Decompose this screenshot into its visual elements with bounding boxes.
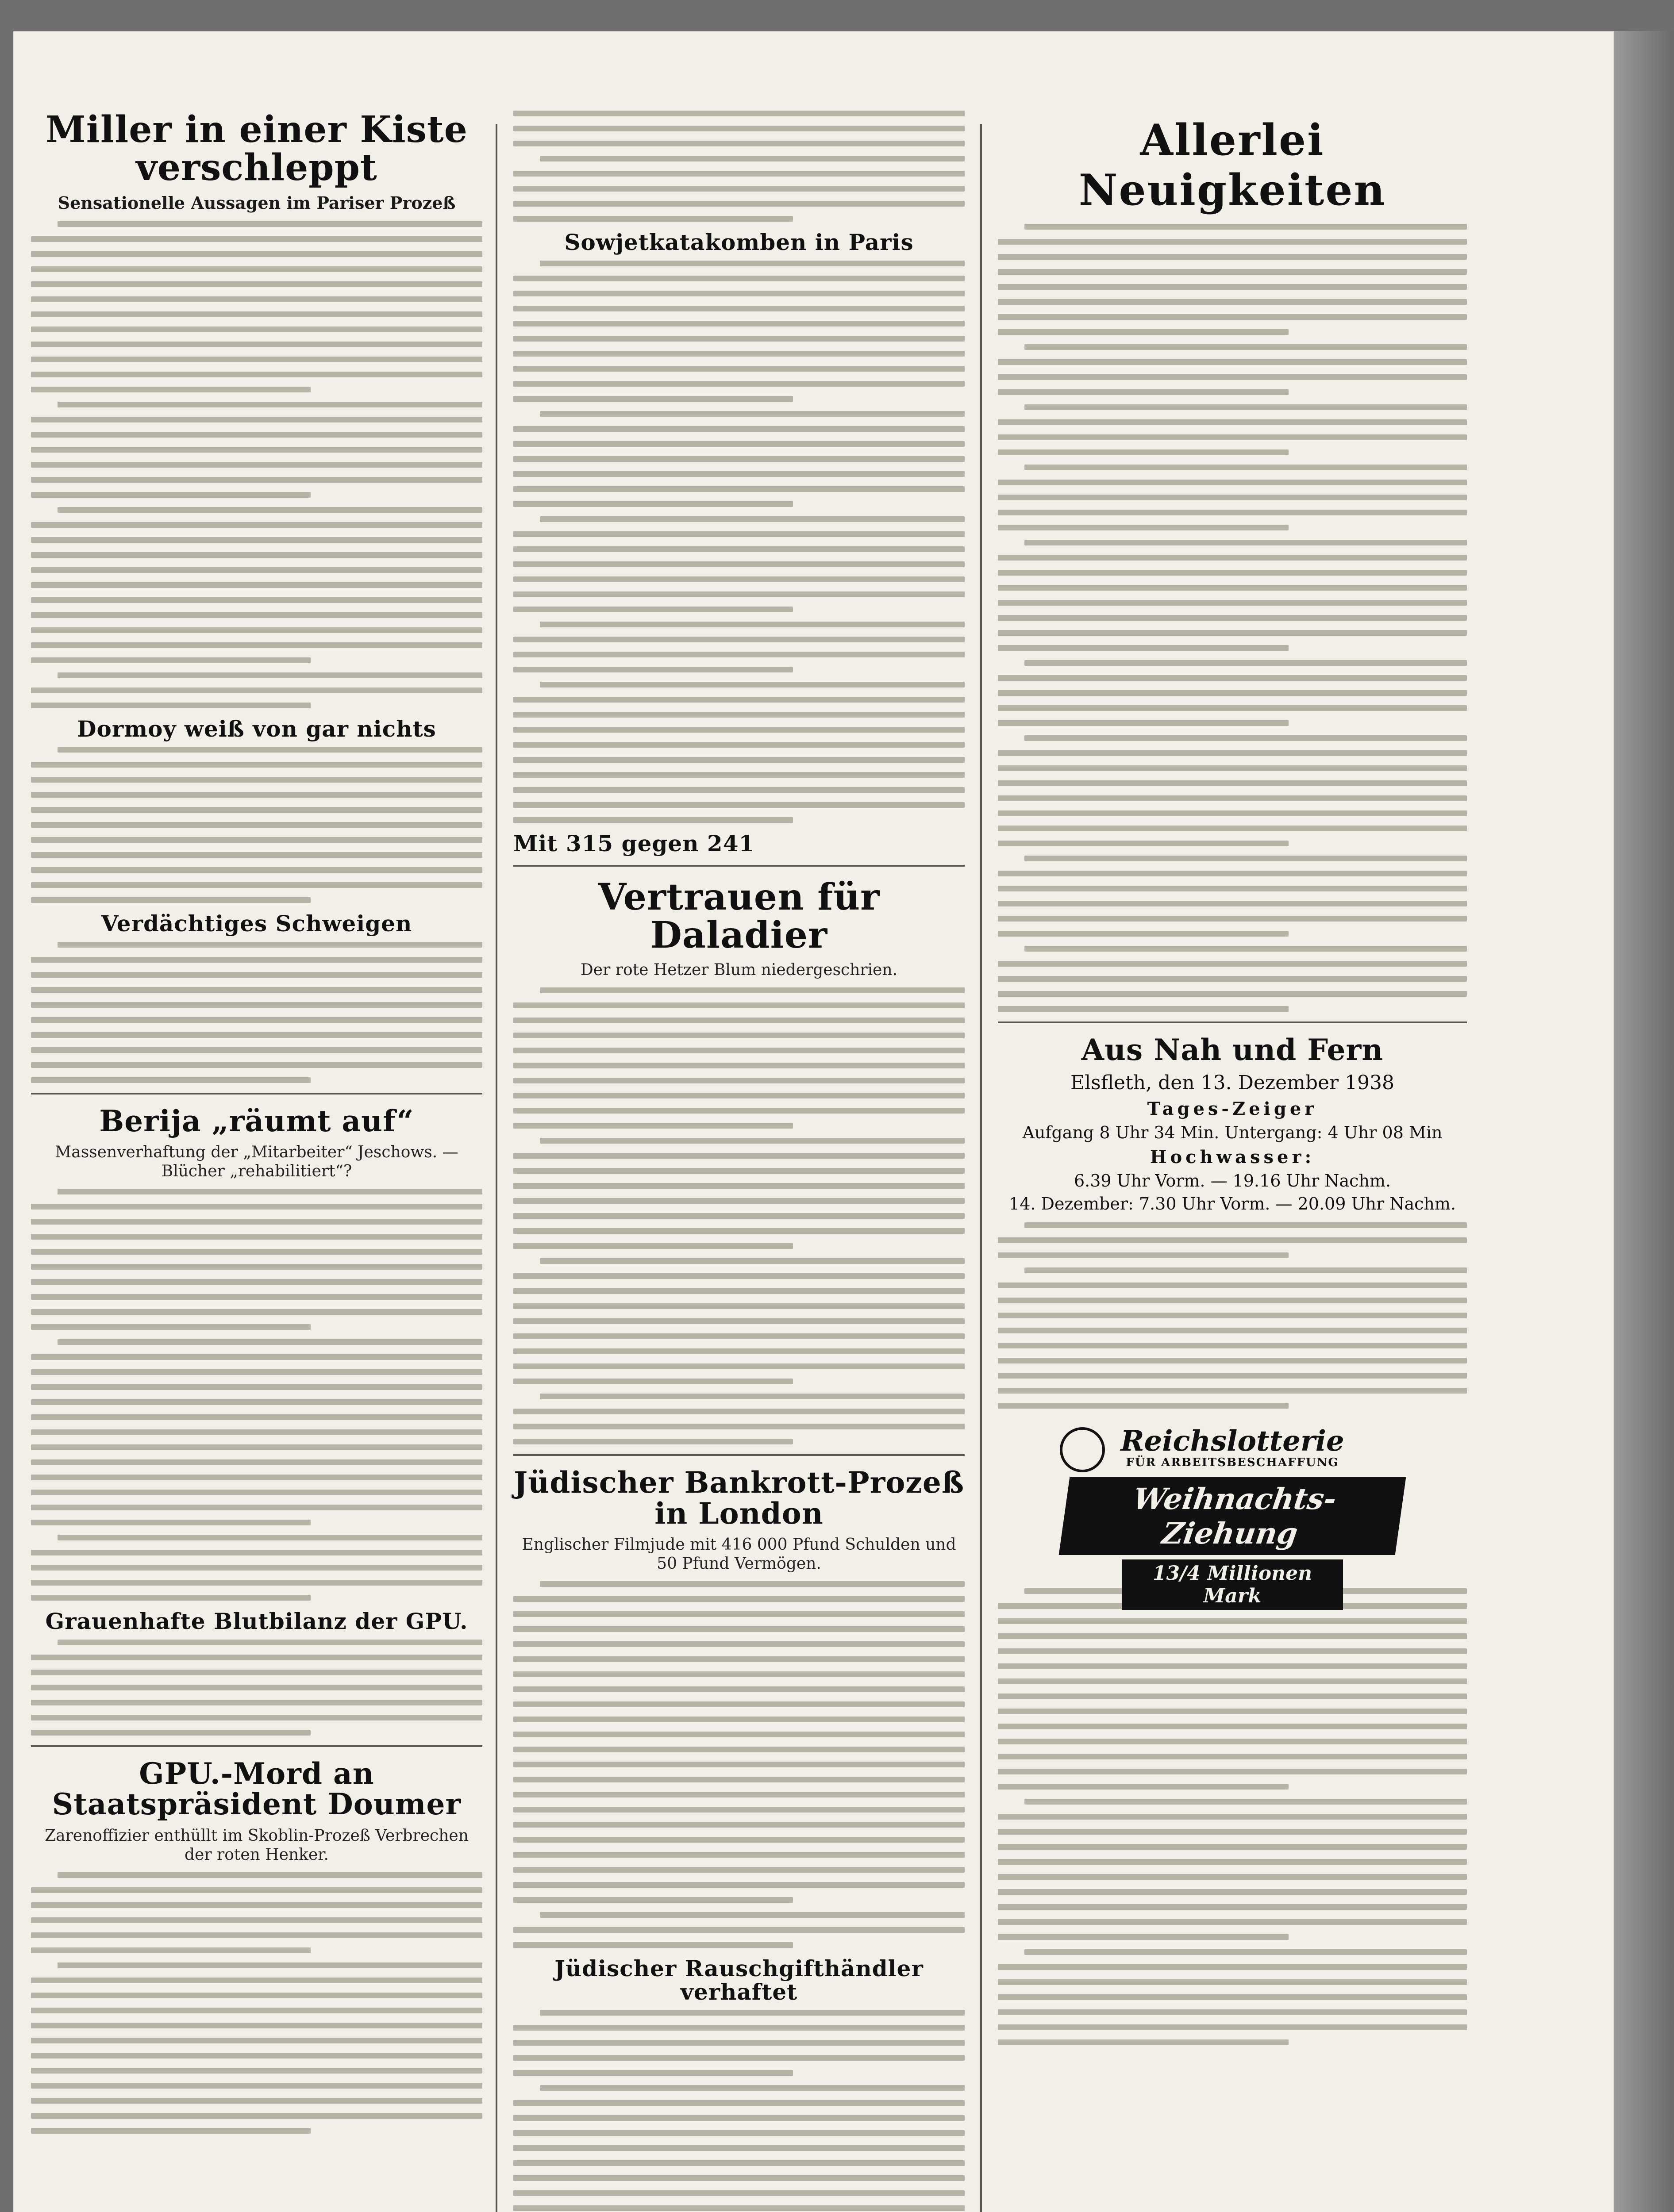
left-column (31, 108, 482, 2143)
article-text-block (513, 111, 965, 222)
article-text-block (513, 2010, 965, 2212)
lottery-emblem-icon (1060, 1427, 1105, 1472)
article-text-block (31, 747, 482, 903)
headline-aus-nah-und-fern: Aus Nah und Fern (1081, 1033, 1384, 1067)
section-divider (513, 1454, 965, 1456)
hochwasser-label: Hochwasser: (1150, 1147, 1315, 1168)
dateline: Elsfleth, den 13. Dezember 1938 (1070, 1071, 1395, 1094)
reichslotterie-ad (1064, 1425, 1401, 1608)
section-divider (513, 865, 965, 867)
column-rule-left (496, 124, 497, 2212)
local-news-block (998, 1222, 1467, 1409)
subhead-pariser-prozess: Sensationelle Aussagen im Pariser Prozeß (58, 193, 456, 213)
tages-zeiger-label: Tages-Zeiger (1147, 1098, 1318, 1120)
local-news-block (998, 1588, 1467, 2045)
hochwasser-tomorrow: 14. Dezember: 7.30 Uhr Vorm. — 20.09 Uhr Nachm. (1009, 1194, 1456, 1214)
section-divider (998, 1022, 1467, 1023)
column-rule-right (980, 124, 982, 2212)
ad-sub: 13/4 Millionen Mark (1122, 1559, 1343, 1610)
section-divider (31, 1745, 482, 1747)
vote-line: Mit 315 gegen 241 (513, 830, 755, 856)
headline-doumer: GPU.-Mord an Staatspräsident Doumer (52, 1756, 462, 1822)
newspaper-page (13, 31, 1614, 2212)
headline-daladier: Vertrauen für Daladier (598, 876, 880, 957)
dek-doumer: Zarenoffizier enthüllt im Skoblin-Prozeß Verbrechen der roten Henker. (45, 1826, 469, 1864)
right-column (998, 111, 1467, 2055)
article-text-block (513, 1581, 965, 1948)
article-text-block (31, 942, 482, 1083)
headline-bankrott-prozess: Jüdischer Bankrott-Prozeß in London (514, 1465, 964, 1531)
headline-blutbilanz: Grauenhafte Blutbilanz der GPU. (45, 1608, 468, 1635)
ad-title: Reichslotterie (1120, 1425, 1344, 1458)
news-briefs-block (998, 224, 1467, 1012)
article-text-block (31, 1872, 482, 2134)
section-title-neuigkeiten: Allerlei Neuigkeiten (1078, 115, 1386, 215)
section-divider (31, 1093, 482, 1094)
headline-verdaechtiges-schweigen: Verdächtiges Schweigen (101, 910, 412, 937)
headline-dormoy: Dormoy weiß von gar nichts (77, 715, 436, 742)
dek-berija: Massenverhaftung der „Mitarbeiter“ Jeschows. — Blücher „rehabilitiert“? (55, 1143, 458, 1181)
ad-main: Weihnachts-Ziehung (1059, 1477, 1406, 1555)
ad-tagline: FÜR ARBEITSBESCHAFFUNG (1126, 1456, 1339, 1470)
middle-column (513, 111, 965, 2212)
binding-edge (1614, 31, 1674, 2212)
headline-sowjetkatakomben: Sowjetkatakomben in Paris (564, 229, 914, 255)
headline-rauschgifthaendler: Jüdischer Rauschgifthändler verhaftet (554, 1955, 924, 2005)
headline-berija: Berija „räumt auf“ (99, 1103, 414, 1138)
dek-bankrott-prozess: Englischer Filmjude mit 416 000 Pfund Schulden und 50 Pfund Vermögen. (522, 1535, 956, 1573)
hochwasser-today: 6.39 Uhr Vorm. — 19.16 Uhr Nachm. (1074, 1171, 1391, 1191)
sun-times: Aufgang 8 Uhr 34 Min. Untergang: 4 Uhr 08 Min (1022, 1123, 1443, 1143)
article-text-block (31, 1640, 482, 1736)
dek-daladier: Der rote Hetzer Blum niedergeschrien. (580, 961, 898, 979)
article-text-block (31, 1189, 482, 1601)
article-text-block (513, 987, 965, 1444)
headline-miller: Miller in einer Kiste verschleppt (46, 108, 468, 189)
article-text-block (31, 221, 482, 708)
article-text-block (513, 261, 965, 823)
